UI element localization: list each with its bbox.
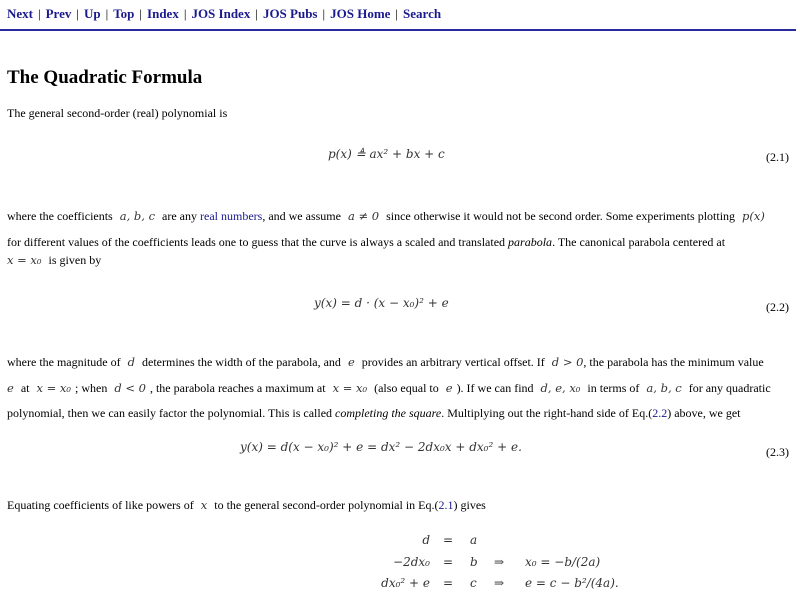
paragraph-line: [7, 235, 725, 250]
math-inline: a, b, c: [646, 381, 682, 395]
real-numbers-link[interactable]: real numbers: [200, 209, 263, 223]
nav-index-link[interactable]: Index: [147, 6, 179, 21]
system-rhs: a: [470, 533, 478, 547]
equation-number: (2.1): [766, 150, 789, 164]
eq-2-1-link[interactable]: 2.1: [438, 498, 454, 512]
paragraph-line: [7, 406, 741, 421]
system-rhs: b: [470, 555, 478, 569]
system-equals: =: [443, 533, 454, 547]
nav-next-link[interactable]: Next: [7, 6, 33, 21]
math-inline: x = x₀: [332, 381, 368, 395]
system-lhs: dx₀² + e: [381, 576, 430, 590]
math-inline: x = x₀: [36, 381, 72, 395]
nav-search-link[interactable]: Search: [403, 6, 442, 21]
nav-prev-link[interactable]: Prev: [45, 6, 72, 21]
page-title: The Quadratic Formula: [7, 67, 203, 88]
text-span: . Multiplying out the right-hand side of Eq.(: [441, 406, 653, 420]
math-inline: e: [445, 381, 453, 395]
paragraph-line: [7, 381, 771, 396]
eq-2-2-link[interactable]: 2.2: [652, 406, 668, 420]
implies-arrow: ⇒: [494, 576, 505, 590]
math-inline: d, e, x₀: [540, 381, 581, 395]
paragraph-line: [7, 209, 765, 224]
text-span: (also equal to: [374, 381, 439, 395]
text-span: where the coefficients: [7, 209, 113, 223]
equation-2-3: y(x) = d(x − x₀)² + e = dx² − 2dx₀x + dx₀² + e.: [240, 440, 522, 454]
nav-top-link[interactable]: Top: [113, 6, 135, 21]
text-span: Equating coefficients of like powers of: [7, 498, 194, 512]
nav-jos-pubs-link[interactable]: JOS Pubs: [262, 6, 318, 21]
text-span: determines the width of the parabola, and: [142, 355, 341, 369]
math-inline: a ≠ 0: [347, 209, 380, 223]
text-span: to the general second-order polynomial in Eq.(: [214, 498, 439, 512]
math-inline: d < 0: [114, 381, 146, 395]
text-span: , the parabola reaches a maximum at: [149, 381, 326, 395]
nav-jos-index-link[interactable]: JOS Index: [191, 6, 251, 21]
implies-arrow: ⇒: [494, 555, 505, 569]
math-inline: d > 0: [551, 355, 584, 369]
equation-number: (2.3): [766, 445, 789, 459]
text-span: in terms of: [587, 381, 640, 395]
text-span: ) above, we get: [667, 406, 741, 420]
math-inline: p(x): [742, 209, 765, 223]
system-equals: =: [443, 576, 454, 590]
math-inline: e: [347, 355, 355, 369]
nav-separator: |: [255, 6, 258, 21]
equation-number: (2.2): [766, 300, 789, 314]
nav-separator: |: [76, 6, 79, 21]
nav-separator: |: [395, 6, 399, 21]
nav-up-link[interactable]: Up: [83, 6, 101, 21]
math-inline: x = x₀: [7, 253, 42, 267]
math-inline: d: [127, 355, 135, 369]
system-equals: =: [443, 555, 454, 569]
text-span: is given by: [48, 253, 102, 267]
math-inline: x: [200, 498, 208, 512]
paragraph-line: [7, 355, 764, 370]
text-span: ; when: [75, 381, 108, 395]
system-result: e = c − b²/(4a).: [525, 576, 619, 590]
nav-separator: |: [322, 6, 326, 21]
paragraph-line: [7, 498, 486, 513]
math-inline: a, b, c: [119, 209, 156, 223]
nav-separator: |: [183, 6, 187, 21]
text-span: for different values of the coefficients leads one to guess that the curve is always a scaled and translated: [7, 235, 506, 249]
equation-2-1: p(x) ≜ ax² + bx + c: [328, 147, 445, 161]
text-span: , the parabola has the minimum value: [583, 355, 764, 369]
text-span: ) gives: [453, 498, 486, 512]
math-inline: e: [7, 381, 14, 395]
nav-jos-home-link[interactable]: JOS Home: [330, 6, 391, 21]
text-span: where the magnitude of: [7, 355, 121, 369]
nav-separator: |: [38, 6, 41, 21]
equation-2-2: y(x) = d · (x − x₀)² + e: [314, 296, 449, 310]
text-span: . The canonical parabola centered at: [552, 235, 726, 249]
header-divider: [0, 29, 796, 31]
emphasis-text: completing the square: [335, 406, 442, 420]
text-span: , and we assume: [262, 209, 341, 223]
text-span: for any quadratic: [688, 381, 771, 395]
text-span: are any: [162, 209, 197, 223]
text-span: polynomial, then we can easily factor the polynomial. This is called: [7, 406, 333, 420]
system-lhs: −2dx₀: [393, 555, 430, 569]
nav-separator: |: [139, 6, 143, 21]
text-span: provides an arbitrary vertical offset. If: [361, 355, 545, 369]
nav-separator: |: [105, 6, 109, 21]
paragraph-line: [7, 253, 101, 268]
system-result: x₀ = −b/(2a): [525, 555, 601, 569]
text-span: since otherwise it would not be second order. Some experiments plotting: [386, 209, 736, 223]
emphasis-text: parabola: [508, 235, 553, 249]
navigation-bar: [7, 6, 441, 22]
system-rhs: c: [470, 576, 477, 590]
text-span: ). If we can find: [456, 381, 534, 395]
system-lhs: d: [422, 533, 430, 547]
text-span: at: [20, 381, 30, 395]
intro-paragraph: The general second-order (real) polynomial is: [7, 106, 228, 120]
